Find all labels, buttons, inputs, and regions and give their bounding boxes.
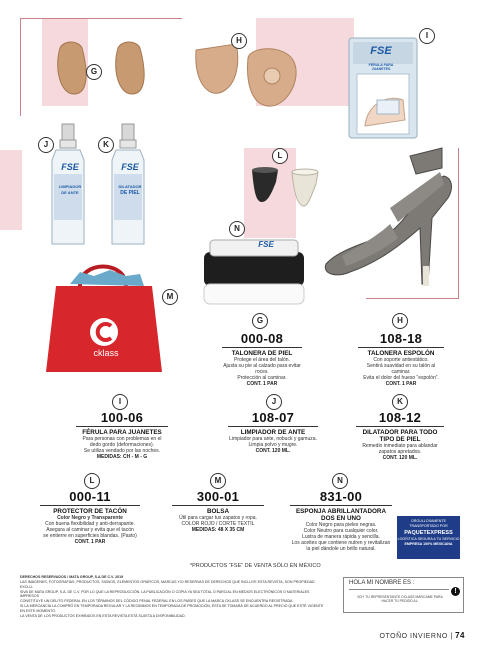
product-i <box>76 410 168 460</box>
spur-heel-pad-image <box>190 40 302 116</box>
product-desc: Con buena flexibilidad y anti-derrapante. <box>45 521 135 527</box>
product-desc: Con soporte antiestático. <box>373 357 429 363</box>
spray1-label: LIMPIADOR <box>58 184 82 189</box>
product-desc: Color Negro y Transparente <box>57 515 123 521</box>
product-code: 300-01 <box>196 489 240 504</box>
spray1-sub: DE ANTE <box>61 190 79 195</box>
legal-line: EN ESTE MOMENTO. <box>20 609 57 613</box>
box-label: FERULA PARA JUANETES <box>368 63 394 71</box>
product-m <box>172 489 264 533</box>
product-code: 831-00 <box>319 489 363 504</box>
product-desc: Para personas con problemas en el <box>82 436 162 442</box>
product-name: TALONERA ESPOLÓN <box>367 350 435 357</box>
product-name: TALONERA DE PIEL <box>231 350 293 357</box>
product-name: FÉRULA PARA JUANETES <box>82 429 162 436</box>
product-n <box>290 489 392 552</box>
product-desc: Los aceites que contiene nutren y revitalizan <box>291 540 391 546</box>
legal-line: LAS IMÁGENES, FOTOGRAFÍAS, PRODUCTOS, SIGNOS, ELEMENTOS GRÁFICOS, MARCAS Y/O RESERVAS DE DERECHOS QUE INCLUYE ESTA REVISTA, SON PROPIEDAD EXCLU- <box>20 580 315 589</box>
badge-h-label: H <box>392 313 408 329</box>
frame-line-top-left <box>20 18 182 19</box>
legal-line: SI LA MERCANCÍA LA COMPRÓ EN TEMPORADA REGULAR Y LA RECIBIMOS EN TEMPORADA DE PROMOCIÓN, ÉSTA SE TOMARÁ DE ACUERDO AL PRECIO QUE ESTÉ VIGENTE <box>20 604 324 608</box>
product-desc: Protección al caminar. <box>237 375 287 381</box>
bag-brand: cklass <box>93 348 119 358</box>
sponge-brand: FSE <box>258 240 274 249</box>
product-desc: se entierre en superficies blandas. (Pasto) <box>43 533 137 539</box>
product-desc: Se utiliza vendado por las noches. <box>83 448 161 454</box>
divider <box>222 347 302 348</box>
fse-note: *PRODUCTOS “FSE” DE VENTA SÓLO EN MÉXICO <box>190 563 321 569</box>
product-content: MEDIDAS: 48 X 35 CM <box>191 527 245 533</box>
legal-text <box>20 575 324 619</box>
product-content: MEDIDAS: CH - M - G <box>96 454 148 460</box>
product-h <box>358 331 444 387</box>
hola-sub: SOY TU REPRESENTANTE CKLASS MÁRCAME PARA HACER TU PEDIDO AL: <box>357 595 443 603</box>
spray2-sub: DE PIEL <box>120 190 140 196</box>
product-code: 108-07 <box>251 410 295 425</box>
badge-m-label: M <box>210 473 226 489</box>
product-j <box>228 410 318 454</box>
badge-i: I <box>419 28 435 44</box>
product-desc: dedo gordo (deformaciones). <box>89 442 155 448</box>
divider <box>40 505 140 506</box>
product-desc: Sentirá suavidad en su talón al caminar. <box>366 363 436 375</box>
spray1-brand: FSE <box>61 162 79 172</box>
divider <box>290 505 392 506</box>
page-footer <box>380 631 465 640</box>
divider <box>172 505 264 506</box>
product-desc: Limpia polvo y mugre. <box>248 442 298 448</box>
product-code: 100-06 <box>100 410 144 425</box>
badge-i-label: I <box>112 394 128 410</box>
product-code: 000-11 <box>69 489 111 504</box>
badge-k: K <box>98 137 114 153</box>
badge-j: J <box>38 137 54 153</box>
product-content: CONT. 120 ML. <box>255 448 291 454</box>
badge-j-label: J <box>266 394 282 410</box>
product-k <box>356 410 444 461</box>
product-content: CONT. 120 ML. <box>382 455 418 461</box>
legal-line: SIVA DE MATA GROUP, S.A. DE C.V. POR LO QUE LA REPRODUCCIÓN, LA PUBLICACIÓN O COPIA YA SEA TOTAL O PARCIAL EN MEDIOS ELECTRÓNICOS O MATERIALES IMPRESOS <box>20 589 310 598</box>
badge-l: L <box>272 148 288 164</box>
product-desc: COLOR ROJO / CORTE TEXTIL <box>181 521 255 527</box>
pkx-line4: EMPRESA 100% MEXICANA <box>404 541 453 546</box>
product-name: ESPONJA ABRILLANTADORA DOS EN UNO <box>295 508 387 522</box>
footer-separator: | <box>450 633 456 640</box>
product-desc: Color Neutro para cualquier color. <box>303 528 379 534</box>
product-name: LIMPIADOR DE ANTE <box>240 429 306 436</box>
frame-line-bottom-right <box>366 298 459 299</box>
product-l <box>40 489 140 545</box>
product-code: 108-12 <box>378 410 422 425</box>
page-number: 74 <box>455 631 465 640</box>
product-desc: Ajusta su pie al calzado para evitar roces. <box>223 363 301 375</box>
product-desc: Protege el área del talón. <box>234 357 290 363</box>
badge-n: N <box>229 221 245 237</box>
paquetexpress-badge <box>397 516 460 559</box>
product-desc: Remedio inmediato para ablandar <box>362 443 438 449</box>
badge-k-label: K <box>392 394 408 410</box>
bg-block-left-mid <box>0 150 22 230</box>
product-content: CONT. 1 PAR <box>385 381 417 387</box>
product-name: BOLSA <box>206 508 230 515</box>
product-desc: Asegura al caminar y evita que el tacón <box>46 527 134 533</box>
hola-label: HOLA MI NOMBRE ES : <box>349 580 415 586</box>
product-content: CONT. 1 PAR <box>74 539 106 545</box>
product-desc: Color Negro para pieles negras. <box>305 522 377 528</box>
product-desc: Evita el dolor del hueso “espolón”. <box>363 375 439 381</box>
divider <box>228 426 318 427</box>
product-desc: Lustra de manera rápida y sencilla. <box>302 534 380 540</box>
red-bag-image <box>40 256 170 376</box>
spray2-brand: FSE <box>121 162 139 172</box>
product-code: 108-18 <box>379 331 423 346</box>
pkx-line3: LOGÍSTICA SEGURA A TU SERVICIO <box>397 537 460 541</box>
legal-line: DERECHOS RESERVADOS / MATA GROUP, S.A DE C.V. 2019 <box>20 575 124 579</box>
badge-l-label: L <box>84 473 100 489</box>
pkx-logo: PAQUETEXPRESS <box>404 530 453 536</box>
product-desc: Útil para cargar tus zapatos y ropa. <box>179 515 257 521</box>
frame-line-left <box>20 18 21 116</box>
pkx-line2: TRANSPORTADO POR <box>409 523 448 528</box>
product-g <box>222 331 302 387</box>
pkx-line1: ORGULLOSAMENTE <box>411 519 446 523</box>
spray2-label: DILATADOR <box>118 184 142 189</box>
exclamation-icon: ! <box>451 587 460 596</box>
heel-protector-image <box>248 162 324 210</box>
product-name: DILATADOR PARA TODO TIPO DE PIEL <box>362 429 438 443</box>
badge-n-label: N <box>332 473 348 489</box>
legal-line: CONSTITUYE UN DELITO FEDERAL EN LOS TÉRMINOS DEL CÓDIGO PENAL FEDERAL EN LOS PAÍSES QUE LA MARCA CKLASS SE ENCUENTRA REGISTRADA. <box>20 599 294 603</box>
product-name: PROTECTOR DE TACÓN <box>53 508 127 515</box>
high-heel-sandal-image <box>320 138 460 288</box>
season-label: OTOÑO INVIERNO <box>379 633 448 640</box>
badge-h: H <box>231 33 247 49</box>
badge-m: M <box>162 289 178 305</box>
badge-g: G <box>86 64 102 80</box>
name-line <box>349 589 449 590</box>
product-desc: la piel dándole un brillo natural. <box>306 546 376 552</box>
product-desc: Limpiador para ante, nobuck y gamuza. <box>229 436 317 442</box>
divider <box>358 347 444 348</box>
legal-line: LA VENTA DE LOS PRODUCTOS EXHIBIDOS EN ESTA REVISTA ESTÁ SUJETA A DISPONIBILIDAD. <box>20 614 186 618</box>
product-desc: zapatos apretados. <box>378 449 422 455</box>
product-code: 000-08 <box>240 331 284 346</box>
badge-g-label: G <box>252 313 268 329</box>
fse-brand-box: FSE <box>370 45 392 57</box>
representative-box <box>343 577 464 613</box>
divider <box>76 426 168 427</box>
product-content: CONT. 1 PAR <box>246 381 278 387</box>
divider <box>356 426 444 427</box>
